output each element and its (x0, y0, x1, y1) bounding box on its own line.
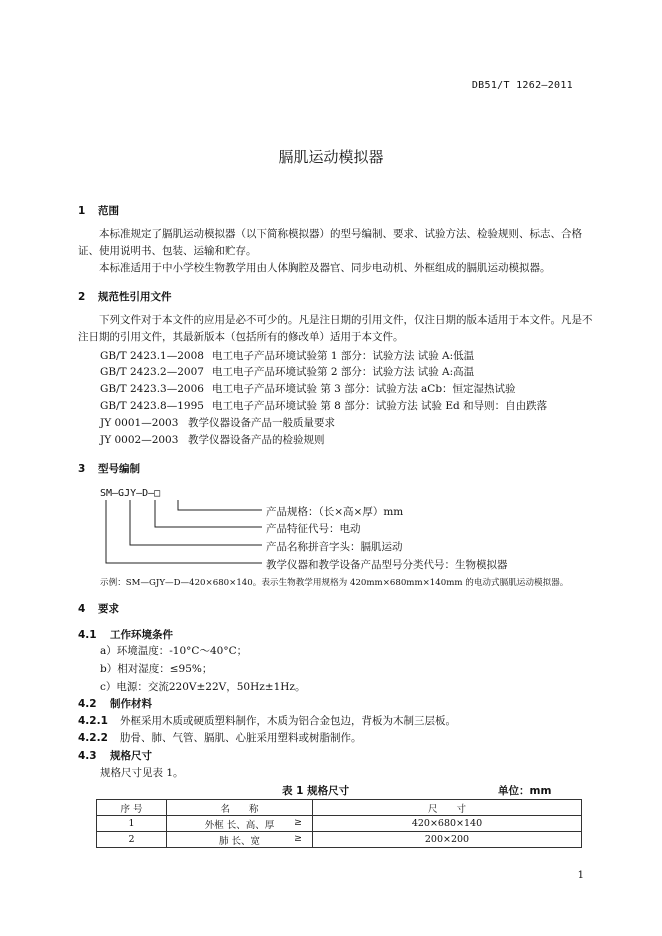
material-item: 4.2.1 外框采用木质或硬质塑料制作，木质为铝合金包边，背板为木制三层板。 (78, 715, 456, 727)
subsection-4-2-heading: 4.2 制作材料 (78, 698, 152, 710)
section-title: 范围 (98, 205, 119, 217)
reference-item: GB/T 2423.2—2007 电工电子产品环境试验第 2 部分：试验方法 试验 A:高温 (100, 366, 475, 378)
spec-table (96, 799, 582, 848)
column-header: 名 称 (167, 800, 313, 816)
section-number: 1 (78, 205, 86, 217)
connector-line (178, 500, 262, 510)
model-code-label: 产品特征代号：电动 (266, 523, 361, 535)
reference-item: JY 0001—2003 教学仪器设备产品一般质量要求 (100, 417, 335, 429)
condition-item: a）环境温度：-10°C～40°C； (100, 645, 248, 657)
condition-item: b）相对湿度：≤95%； (100, 663, 213, 675)
table-caption: 表 1 规格尺寸 (282, 785, 350, 797)
subsection-4-3-heading: 4.3 规格尺寸 (78, 750, 152, 762)
page-number: 1 (577, 870, 584, 881)
section-title: 规范性引用文件 (98, 291, 172, 303)
section-3-heading (78, 461, 140, 476)
spec-reference-text: 规格尺寸见表 1。 (100, 767, 184, 779)
connector-line (155, 500, 262, 527)
cell-number: 2 (97, 832, 167, 848)
reference-item: GB/T 2423.1—2008 电工电子产品环境试验第 1 部分：试验方法 试验 A:低温 (100, 350, 475, 362)
reference-item: JY 0002—2003 教学仪器设备产品的检验规则 (100, 434, 325, 446)
scope-paragraph-1: 本标准规定了膈肌运动模拟器（以下简称模拟器）的型号编制、要求、试验方法、检验规则、标志、合格证、使用说明书、包装、运输和贮存。 (78, 228, 582, 257)
column-header: 尺 寸 (313, 800, 582, 816)
table-row (97, 832, 582, 848)
section-number: 2 (78, 291, 86, 303)
model-code-label: 产品名称拼音字头：膈肌运动 (266, 541, 403, 553)
section-1-heading (78, 203, 119, 218)
cell-size: 420×680×140 (313, 816, 582, 832)
connector-line (106, 500, 262, 563)
material-item: 4.2.2 肋骨、肺、气管、膈肌、心脏采用塑料或树脂制作。 (78, 732, 362, 744)
table-unit: 单位：mm (498, 785, 552, 797)
section-number: 4 (78, 603, 86, 615)
column-header: 序 号 (97, 800, 167, 816)
connector-line (130, 500, 262, 545)
model-code-label: 产品规格：（长×高×厚）mm (266, 506, 404, 518)
model-code: SM—GJY—D—□ (100, 488, 161, 499)
section-4-heading (78, 601, 119, 616)
reference-item: GB/T 2423.3—2006 电工电子产品环境试验 第 3 部分：试验方法 aCb：恒定湿热试验 (100, 383, 516, 395)
section-2-heading (78, 289, 172, 304)
condition-item: c）电源：交流220V±22V，50Hz±1Hz。 (100, 681, 306, 693)
cell-size: 200×200 (313, 832, 582, 848)
cell-name: 外框 长、高、厚 ≥ (167, 816, 313, 832)
model-code-example: 示例：SM—GJY—D—420×680×140。表示生物教学用规格为 420mm×680mm×140mm 的电动式膈肌运动模拟器。 (100, 578, 569, 588)
standard-code: DB51/T 1262—2011 (471, 80, 573, 91)
section-title: 要求 (98, 603, 119, 615)
cell-number: 1 (97, 816, 167, 832)
document-title: 膈肌运动模拟器 (278, 148, 384, 166)
reference-item: GB/T 2423.8—1995 电工电子产品环境试验 第 8 部分：试验方法 试验 Ed 和导则：自由跌落 (100, 400, 548, 412)
cell-name: 肺 长、宽 ≥ (167, 832, 313, 848)
normative-refs-intro: 下列文件对于本文件的应用是必不可少的。凡是注日期的引用文件，仅注日期的版本适用于本文件。凡是不注日期的引用文件，其最新版本（包括所有的修改单）适用于本文件。 (78, 314, 593, 343)
section-title: 型号编制 (98, 463, 140, 475)
section-number: 3 (78, 463, 86, 475)
subsection-4-1-heading: 4.1 工作环境条件 (78, 629, 173, 641)
scope-paragraph-2: 本标准适用于中小学校生物教学用由人体胸腔及器官、同步电动机、外框组成的膈肌运动模拟器。 (99, 262, 551, 274)
model-code-label: 教学仪器和教学设备产品型号分类代号：生物模拟器 (266, 559, 508, 571)
table-row (97, 816, 582, 832)
table-header-row (97, 800, 582, 816)
